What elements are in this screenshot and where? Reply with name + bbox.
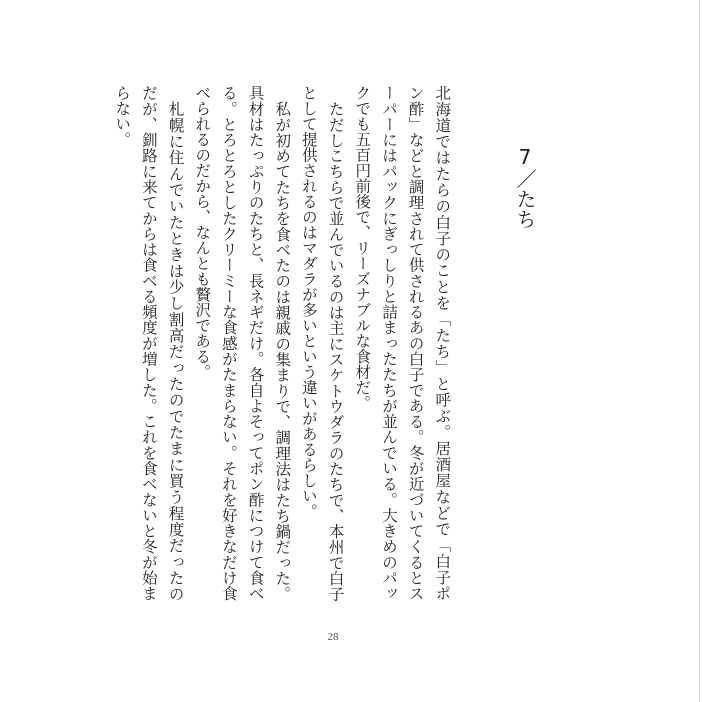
paragraph	[189, 85, 296, 601]
chapter-heading: 7／たち	[513, 145, 537, 229]
paragraph	[349, 85, 456, 601]
body-text	[109, 85, 456, 601]
text-line: ただしこちらで並んでいるのは主にスケトウダラのたちで、本州で白子	[326, 100, 345, 602]
text-line: クでも五百円前後で、リーズナブルな食材だ。	[353, 85, 372, 411]
text-line: だが、釧路に来てからは食べる頻度が増した。これを食べないと冬が始ま	[139, 85, 158, 601]
text-line: ーパーにはパックにぎっしりと詰まったたちが並んでいる。大きめのパッ	[379, 85, 398, 601]
text-line: として提供されるのはマダラが多いという違いがあるらしい。	[299, 85, 318, 519]
paragraph	[295, 85, 348, 601]
paragraph	[109, 85, 189, 601]
text-line: べられるのだから、なんとも贅沢である。	[193, 85, 212, 380]
text-line: 札幌に住んでいたときは少し割高だったのでたまに買う程度だったの	[166, 100, 185, 601]
page-edge-line	[699, 0, 700, 702]
text-line: 北海道ではたらの白子のことを「たち」と呼ぶ。居酒屋などで「白子ポ	[433, 85, 452, 601]
page-number: 28	[327, 631, 339, 643]
text-line: 私が初めてたちを食べたのは親戚の集まりで、調理法はたち鍋だった。	[273, 100, 292, 601]
text-line: ン酢」などと調理されて供されるあの白子である。冬が近づいてくるとス	[406, 85, 425, 601]
text-line: らない。	[113, 85, 132, 147]
text-line: 具材はたっぷりのたちと、長ネギだけ。各自よそってポン酢につけて食べ	[246, 85, 265, 601]
text-line: る。とろとろとしたクリーミーな食感がたまらない。それを好きなだけ食	[219, 85, 238, 601]
